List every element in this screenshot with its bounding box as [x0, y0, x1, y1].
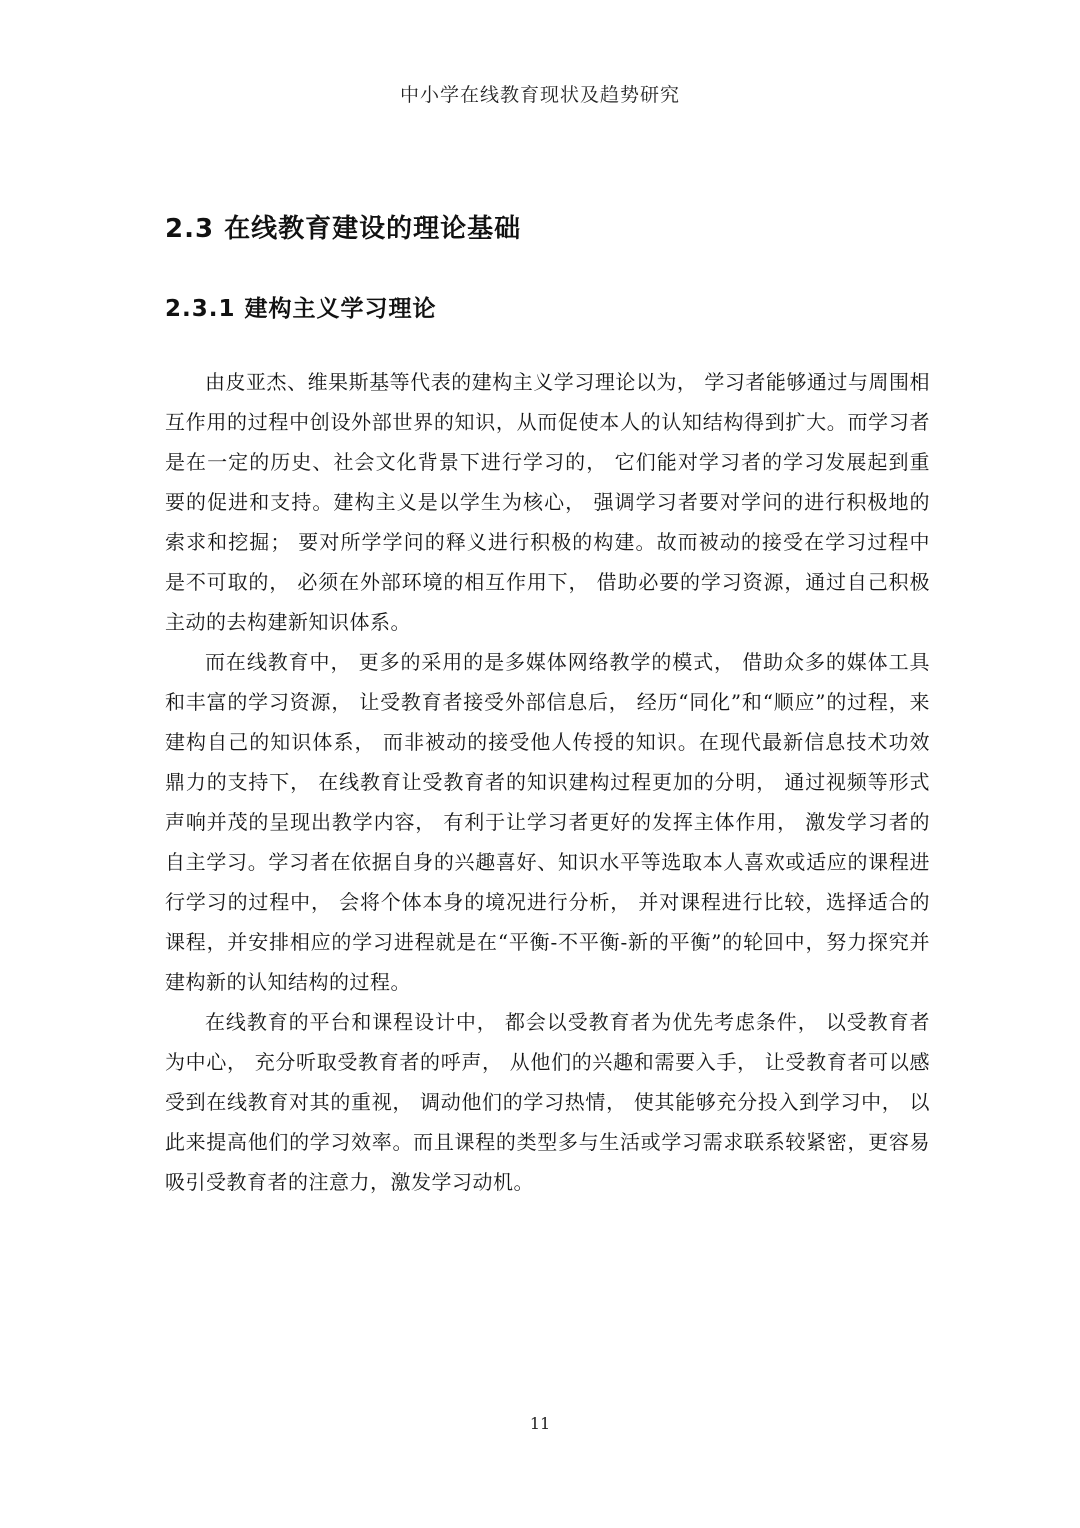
paragraph-2: 而在线教育中， 更多的采用的是多媒体网络教学的模式， 借助众多的媒体工具和丰富的学习资源， 让受教育者接受外部信息后， 经历“同化”和“顺应”的过程，来建构自己的知识体系， 而非被动的接受他人传授的知识。在现代最新信息技术功效鼎力的支持下， 在线教育让受教育者的知识建构过程更加的分明， 通过视频等形式声响并茂的呈现出教学内容， 有利于让学习者更好的发挥主体作用， 激发学习者的自主学习。学习者在依据自身的兴趣喜好、知识水平等选取本人喜欢或适应的课程进行学习的过程中， 会将个体本身的境况进行分析， 并对课程进行比较，选择适合的课程，并安排相应的学习进程就是在“平衡-不平衡-新的平衡”的轮回中，努力探究并建构新的认知结构的过程。 — [165, 650, 930, 994]
subsection-heading: 2.3.1 建构主义学习理论 — [165, 296, 437, 322]
body-text — [165, 362, 930, 1202]
page-number: 11 — [529, 1414, 551, 1433]
paragraph-3: 在线教育的平台和课程设计中， 都会以受教育者为优先考虑条件， 以受教育者为中心， 充分听取受教育者的呼声， 从他们的兴趣和需要入手， 让受教育者可以感受到在线教育对其的重视， 调动他们的学习热情， 使其能够充分投入到学习中， 以此来提高他们的学习效率。而且课程的类型多与生活或学习需求联系较紧密，更容易吸引受教育者的注意力，激发学习动机。 — [165, 1010, 930, 1194]
section-heading: 2.3 在线教育建设的理论基础 — [165, 214, 522, 244]
running-header: 中小学在线教育现状及趋势研究 — [399, 84, 680, 106]
paragraph-1: 由皮亚杰、维果斯基等代表的建构主义学习理论以为， 学习者能够通过与周围相互作用的过程中创设外部世界的知识，从而促使本人的认知结构得到扩大。而学习者是在一定的历史、社会文化背景下进行学习的， 它们能对学习者的学习发展起到重要的促进和支持。建构主义是以学生为核心， 强调学习者要对学问的进行积极地的索求和挖掘； 要对所学学问的释义进行积极的构建。故而被动的接受在学习过程中是不可取的， 必须在外部环境的相互作用下， 借助必要的学习资源，通过自己积极主动的去构建新知识体系。 — [165, 370, 930, 634]
